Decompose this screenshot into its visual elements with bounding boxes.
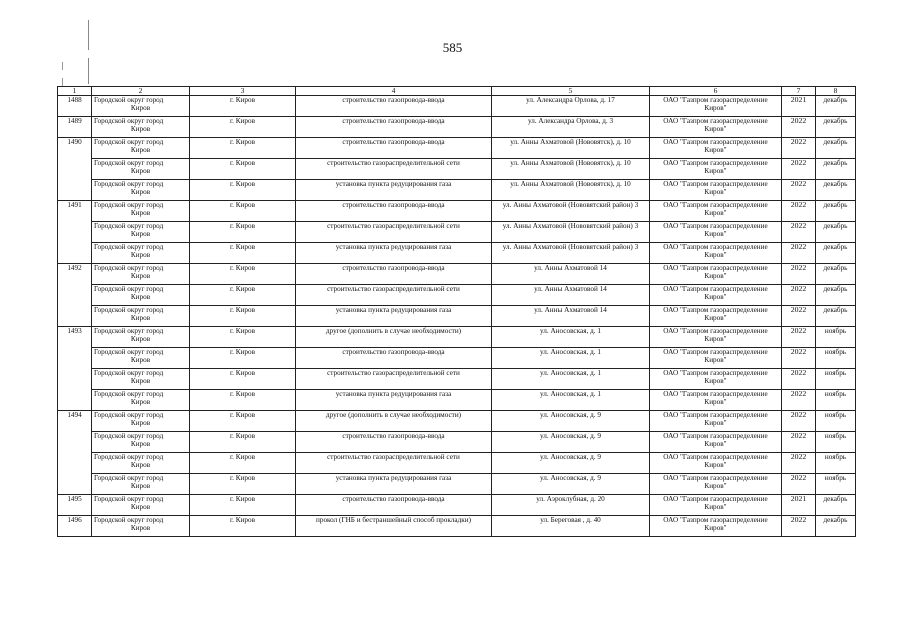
municipality-cell <box>92 180 190 201</box>
organization-cell: ОАО "Газпром газораспределение Киров" <box>650 159 782 180</box>
municipality-cell <box>92 243 190 264</box>
municipality-line: Городской округ город <box>94 474 164 482</box>
work-type-cell: строительство газопровода-ввода <box>296 495 492 516</box>
table-row <box>58 495 856 516</box>
municipality-line: Киров <box>130 104 151 113</box>
organization-cell: ОАО "Газпром газораспределение Киров" <box>650 222 782 243</box>
municipality-cell <box>92 411 190 432</box>
work-type-cell: установка пункта редуцирования газа <box>296 306 492 327</box>
municipality-line: Городской округ город <box>94 348 164 356</box>
year-cell: 2022 <box>782 369 816 390</box>
address-cell: ул. Аносовская, д. 9 <box>492 411 650 432</box>
organization-cell: ОАО "Газпром газораспределение Киров" <box>650 453 782 474</box>
municipality-cell <box>92 348 190 369</box>
organization-cell: ОАО "Газпром газораспределение Киров" <box>650 348 782 369</box>
municipality-line: Городской округ город <box>94 453 164 461</box>
settlement-cell: г. Киров <box>190 96 296 117</box>
table-row <box>58 411 856 432</box>
year-cell: 2022 <box>782 348 816 369</box>
year-cell: 2022 <box>782 264 816 285</box>
municipality-line: Киров <box>130 167 151 176</box>
organization-cell: ОАО "Газпром газораспределение Киров" <box>650 285 782 306</box>
table-body <box>58 87 856 537</box>
table-row <box>58 201 856 222</box>
settlement-cell: г. Киров <box>190 390 296 411</box>
organization-cell: ОАО "Газпром газораспределение Киров" <box>650 138 782 159</box>
municipality-line: Киров <box>130 461 151 470</box>
month-cell: декабрь <box>816 495 856 516</box>
address-cell: ул. Аносовская, д. 9 <box>492 474 650 495</box>
municipality-line: Киров <box>130 314 151 323</box>
municipality-line: Киров <box>130 209 151 218</box>
organization-cell: ОАО "Газпром газораспределение Киров" <box>650 201 782 222</box>
table-row <box>58 243 856 264</box>
municipality-line: Городской округ город <box>94 138 164 146</box>
settlement-cell: г. Киров <box>190 453 296 474</box>
record-number: 1495 <box>58 495 92 516</box>
margin-tick <box>62 62 63 70</box>
address-cell: ул. Аносовская, д. 9 <box>492 432 650 453</box>
municipality-line: Городской округ город <box>94 411 164 419</box>
settlement-cell: г. Киров <box>190 348 296 369</box>
settlement-cell: г. Киров <box>190 495 296 516</box>
month-cell: ноябрь <box>816 474 856 495</box>
address-cell: ул. Аносовская, д. 1 <box>492 369 650 390</box>
organization-cell: ОАО "Газпром газораспределение Киров" <box>650 390 782 411</box>
municipality-cell <box>92 369 190 390</box>
table-row <box>58 264 856 285</box>
month-cell: ноябрь <box>816 411 856 432</box>
municipality-line: Киров <box>130 125 151 134</box>
settlement-cell: г. Киров <box>190 369 296 390</box>
address-cell: ул. Аносовская, д. 1 <box>492 390 650 411</box>
gas-connection-register-table <box>57 86 856 537</box>
address-cell: ул. Анны Ахматовой (Нововятский район) 3 <box>492 243 650 264</box>
table-row <box>58 285 856 306</box>
organization-cell: ОАО "Газпром газораспределение Киров" <box>650 327 782 348</box>
column-header: 6 <box>650 87 782 96</box>
year-cell: 2021 <box>782 495 816 516</box>
municipality-line: Киров <box>130 377 151 386</box>
column-header: 4 <box>296 87 492 96</box>
work-type-cell: установка пункта редуцирования газа <box>296 474 492 495</box>
municipality-cell <box>92 285 190 306</box>
municipality-line: Городской округ город <box>94 285 164 293</box>
work-type-cell: строительство газораспределительной сети <box>296 453 492 474</box>
table-row <box>58 369 856 390</box>
municipality-cell <box>92 453 190 474</box>
municipality-cell <box>92 159 190 180</box>
address-cell: ул. Александра Орлова, д. 3 <box>492 117 650 138</box>
column-header-row <box>58 87 856 96</box>
municipality-line: Городской округ город <box>94 222 164 230</box>
record-number: 1494 <box>58 411 92 495</box>
address-cell: ул. Аносовская, д. 1 <box>492 327 650 348</box>
municipality-line: Киров <box>130 524 151 533</box>
work-type-cell: строительство газораспределительной сети <box>296 285 492 306</box>
month-cell: декабрь <box>816 264 856 285</box>
table-row <box>58 474 856 495</box>
settlement-cell: г. Киров <box>190 285 296 306</box>
municipality-line: Городской округ город <box>94 201 164 209</box>
address-cell: ул. Аэроклубная, д. 20 <box>492 495 650 516</box>
margin-line <box>88 58 89 84</box>
margin-line <box>88 20 89 50</box>
year-cell: 2022 <box>782 285 816 306</box>
settlement-cell: г. Киров <box>190 117 296 138</box>
month-cell: ноябрь <box>816 432 856 453</box>
address-cell: ул. Анны Ахматовой 14 <box>492 264 650 285</box>
work-type-cell: установка пункта редуцирования газа <box>296 243 492 264</box>
municipality-cell <box>92 327 190 348</box>
month-cell: ноябрь <box>816 453 856 474</box>
municipality-line: Киров <box>130 419 151 428</box>
year-cell: 2022 <box>782 222 816 243</box>
work-type-cell: строительство газопровода-ввода <box>296 96 492 117</box>
municipality-cell <box>92 201 190 222</box>
address-cell: ул. Аносовская, д. 9 <box>492 453 650 474</box>
work-type-cell: другое (дополнить в случае необходимости) <box>296 327 492 348</box>
municipality-cell <box>92 138 190 159</box>
municipality-line: Киров <box>130 398 151 407</box>
year-cell: 2022 <box>782 306 816 327</box>
organization-cell: ОАО "Газпром газораспределение Киров" <box>650 432 782 453</box>
municipality-line: Городской округ город <box>94 516 164 524</box>
settlement-cell: г. Киров <box>190 138 296 159</box>
organization-cell: ОАО "Газпром газораспределение Киров" <box>650 264 782 285</box>
table-row <box>58 180 856 201</box>
address-cell: ул. Аносовская, д. 1 <box>492 348 650 369</box>
organization-cell: ОАО "Газпром газораспределение Киров" <box>650 117 782 138</box>
municipality-line: Городской округ город <box>94 264 164 272</box>
work-type-cell: прокол (ГНБ и бестраншейный способ прокладки) <box>296 516 492 537</box>
municipality-line: Киров <box>130 440 151 449</box>
month-cell: декабрь <box>816 222 856 243</box>
month-cell: декабрь <box>816 159 856 180</box>
year-cell: 2022 <box>782 327 816 348</box>
address-cell: ул. Анны Ахматовой 14 <box>492 306 650 327</box>
municipality-line: Городской округ город <box>94 306 164 314</box>
table-row <box>58 327 856 348</box>
column-header: 1 <box>58 87 92 96</box>
month-cell: декабрь <box>816 138 856 159</box>
municipality-line: Киров <box>130 293 151 302</box>
municipality-cell <box>92 264 190 285</box>
municipality-line: Городской округ город <box>94 180 164 188</box>
table-row <box>58 159 856 180</box>
municipality-cell <box>92 96 190 117</box>
municipality-line: Городской округ город <box>94 432 164 440</box>
month-cell: декабрь <box>816 117 856 138</box>
work-type-cell: строительство газораспределительной сети <box>296 159 492 180</box>
municipality-cell <box>92 306 190 327</box>
margin-tick <box>62 78 63 86</box>
municipality-cell <box>92 516 190 537</box>
work-type-cell: строительство газопровода-ввода <box>296 264 492 285</box>
year-cell: 2022 <box>782 180 816 201</box>
settlement-cell: г. Киров <box>190 516 296 537</box>
year-cell: 2022 <box>782 117 816 138</box>
settlement-cell: г. Киров <box>190 159 296 180</box>
record-number: 1489 <box>58 117 92 138</box>
organization-cell: ОАО "Газпром газораспределение Киров" <box>650 243 782 264</box>
municipality-cell <box>92 432 190 453</box>
address-cell: ул. Анны Ахматовой (Нововятский район) 3 <box>492 222 650 243</box>
organization-cell: ОАО "Газпром газораспределение Киров" <box>650 369 782 390</box>
month-cell: декабрь <box>816 516 856 537</box>
table-row <box>58 306 856 327</box>
month-cell: декабрь <box>816 201 856 222</box>
record-number: 1491 <box>58 201 92 264</box>
table-row <box>58 96 856 117</box>
address-cell: ул. Александра Орлова, д. 17 <box>492 96 650 117</box>
year-cell: 2022 <box>782 138 816 159</box>
address-cell: ул. Анны Ахматовой (Нововятск), д. 10 <box>492 138 650 159</box>
organization-cell: ОАО "Газпром газораспределение Киров" <box>650 180 782 201</box>
column-header: 5 <box>492 87 650 96</box>
month-cell: ноябрь <box>816 348 856 369</box>
settlement-cell: г. Киров <box>190 306 296 327</box>
settlement-cell: г. Киров <box>190 222 296 243</box>
year-cell: 2022 <box>782 411 816 432</box>
month-cell: декабрь <box>816 306 856 327</box>
municipality-cell <box>92 495 190 516</box>
table-row <box>58 432 856 453</box>
year-cell: 2022 <box>782 243 816 264</box>
record-number: 1490 <box>58 138 92 201</box>
municipality-line: Киров <box>130 188 151 197</box>
work-type-cell: строительство газопровода-ввода <box>296 138 492 159</box>
work-type-cell: строительство газопровода-ввода <box>296 432 492 453</box>
table-row <box>58 138 856 159</box>
municipality-line: Городской округ город <box>94 159 164 167</box>
month-cell: декабрь <box>816 285 856 306</box>
settlement-cell: г. Киров <box>190 474 296 495</box>
municipality-line: Городской округ город <box>94 117 164 125</box>
municipality-line: Городской округ город <box>94 369 164 377</box>
organization-cell: ОАО "Газпром газораспределение Киров" <box>650 306 782 327</box>
record-number: 1496 <box>58 516 92 537</box>
record-number: 1492 <box>58 264 92 327</box>
organization-cell: ОАО "Газпром газораспределение Киров" <box>650 495 782 516</box>
settlement-cell: г. Киров <box>190 264 296 285</box>
address-cell: ул. Анны Ахматовой (Нововятский район) 3 <box>492 201 650 222</box>
municipality-line: Киров <box>130 335 151 344</box>
municipality-line: Киров <box>130 146 151 155</box>
settlement-cell: г. Киров <box>190 432 296 453</box>
municipality-line: Киров <box>130 482 151 491</box>
year-cell: 2022 <box>782 390 816 411</box>
table-row <box>58 117 856 138</box>
organization-cell: ОАО "Газпром газораспределение Киров" <box>650 474 782 495</box>
month-cell: ноябрь <box>816 390 856 411</box>
table-row <box>58 222 856 243</box>
work-type-cell: строительство газораспределительной сети <box>296 369 492 390</box>
settlement-cell: г. Киров <box>190 201 296 222</box>
settlement-cell: г. Киров <box>190 243 296 264</box>
month-cell: декабрь <box>816 243 856 264</box>
municipality-line: Киров <box>130 356 151 365</box>
year-cell: 2022 <box>782 159 816 180</box>
work-type-cell: установка пункта редуцирования газа <box>296 180 492 201</box>
organization-cell: ОАО "Газпром газораспределение Киров" <box>650 411 782 432</box>
municipality-line: Киров <box>130 503 151 512</box>
organization-cell: ОАО "Газпром газораспределение Киров" <box>650 516 782 537</box>
table-row <box>58 453 856 474</box>
address-cell: ул. Береговая , д. 40 <box>492 516 650 537</box>
record-number: 1488 <box>58 96 92 117</box>
month-cell: ноябрь <box>816 327 856 348</box>
municipality-line: Киров <box>130 230 151 239</box>
settlement-cell: г. Киров <box>190 180 296 201</box>
municipality-line: Городской округ город <box>94 96 164 104</box>
municipality-line: Городской округ город <box>94 327 164 335</box>
municipality-line: Киров <box>130 272 151 281</box>
municipality-cell <box>92 474 190 495</box>
work-type-cell: строительство газопровода-ввода <box>296 348 492 369</box>
year-cell: 2021 <box>782 96 816 117</box>
settlement-cell: г. Киров <box>190 411 296 432</box>
year-cell: 2022 <box>782 516 816 537</box>
work-type-cell: установка пункта редуцирования газа <box>296 390 492 411</box>
column-header: 3 <box>190 87 296 96</box>
work-type-cell: строительство газопровода-ввода <box>296 117 492 138</box>
municipality-cell <box>92 117 190 138</box>
column-header: 7 <box>782 87 816 96</box>
municipality-line: Городской округ город <box>94 495 164 503</box>
column-header: 8 <box>816 87 856 96</box>
year-cell: 2022 <box>782 453 816 474</box>
month-cell: декабрь <box>816 96 856 117</box>
work-type-cell: строительство газораспределительной сети <box>296 222 492 243</box>
municipality-line: Киров <box>130 251 151 260</box>
address-cell: ул. Анны Ахматовой (Нововятск), д. 10 <box>492 180 650 201</box>
settlement-cell: г. Киров <box>190 327 296 348</box>
address-cell: ул. Анны Ахматовой 14 <box>492 285 650 306</box>
address-cell: ул. Анны Ахматовой (Нововятск), д. 10 <box>492 159 650 180</box>
year-cell: 2022 <box>782 201 816 222</box>
page-number: 585 <box>442 40 463 55</box>
year-cell: 2022 <box>782 432 816 453</box>
month-cell: декабрь <box>816 180 856 201</box>
column-header: 2 <box>92 87 190 96</box>
work-type-cell: другое (дополнить в случае необходимости) <box>296 411 492 432</box>
month-cell: ноябрь <box>816 369 856 390</box>
municipality-line: Городской округ город <box>94 243 164 251</box>
municipality-line: Городской округ город <box>94 390 164 398</box>
work-type-cell: строительство газопровода-ввода <box>296 201 492 222</box>
organization-cell: ОАО "Газпром газораспределение Киров" <box>650 96 782 117</box>
table-row <box>58 516 856 537</box>
table-row <box>58 390 856 411</box>
record-number: 1493 <box>58 327 92 411</box>
table-row <box>58 348 856 369</box>
year-cell: 2022 <box>782 474 816 495</box>
municipality-cell <box>92 222 190 243</box>
municipality-cell <box>92 390 190 411</box>
